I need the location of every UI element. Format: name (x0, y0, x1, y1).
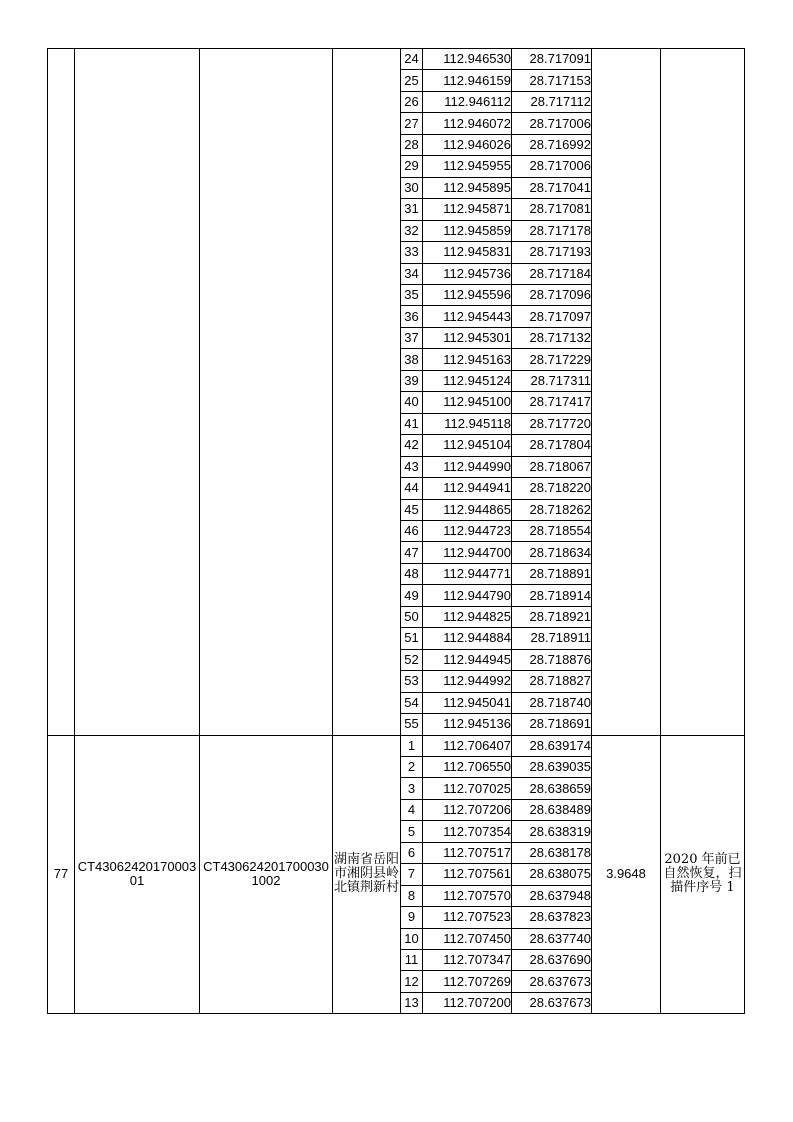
point-index: 49 (401, 585, 423, 606)
point-index: 36 (401, 306, 423, 327)
record-code2: CT430624201700030 1002 (200, 735, 333, 1014)
point-longitude: 112.944700 (423, 542, 512, 563)
point-longitude: 112.946159 (423, 70, 512, 91)
point-latitude: 28.638489 (512, 799, 592, 820)
first-block-seq-cell (48, 49, 75, 736)
point-longitude: 112.946112 (423, 91, 512, 112)
point-latitude: 28.717096 (512, 284, 592, 305)
table-row (48, 735, 745, 756)
point-latitude: 28.637823 (512, 907, 592, 928)
point-index: 31 (401, 199, 423, 220)
point-latitude: 28.637948 (512, 885, 592, 906)
point-latitude: 28.717132 (512, 327, 592, 348)
point-index: 7 (401, 864, 423, 885)
point-longitude: 112.946072 (423, 113, 512, 134)
point-latitude: 28.639174 (512, 735, 592, 756)
point-longitude: 112.944723 (423, 520, 512, 541)
point-longitude: 112.944945 (423, 649, 512, 670)
point-index: 32 (401, 220, 423, 241)
record-code1: CT43062420170003 01 (75, 735, 200, 1014)
point-longitude: 112.944825 (423, 606, 512, 627)
point-latitude: 28.718634 (512, 542, 592, 563)
point-index: 11 (401, 950, 423, 971)
point-index: 43 (401, 456, 423, 477)
point-index: 4 (401, 799, 423, 820)
point-longitude: 112.707450 (423, 928, 512, 949)
point-index: 9 (401, 907, 423, 928)
point-longitude: 112.707206 (423, 799, 512, 820)
point-longitude: 112.707269 (423, 971, 512, 992)
point-index: 8 (401, 885, 423, 906)
point-index: 29 (401, 156, 423, 177)
point-index: 41 (401, 413, 423, 434)
point-latitude: 28.638659 (512, 778, 592, 799)
point-longitude: 112.945100 (423, 392, 512, 413)
point-index: 46 (401, 520, 423, 541)
point-index: 39 (401, 370, 423, 391)
point-latitude: 28.637740 (512, 928, 592, 949)
point-longitude: 112.707200 (423, 992, 512, 1013)
point-longitude: 112.707517 (423, 842, 512, 863)
point-index: 13 (401, 992, 423, 1013)
point-latitude: 28.717091 (512, 49, 592, 70)
point-longitude: 112.945736 (423, 263, 512, 284)
first-block-code2-cell (200, 49, 333, 736)
point-index: 52 (401, 649, 423, 670)
point-longitude: 112.944992 (423, 671, 512, 692)
point-index: 1 (401, 735, 423, 756)
point-latitude: 28.717153 (512, 70, 592, 91)
point-longitude: 112.707561 (423, 864, 512, 885)
first-block-location-cell (333, 49, 401, 736)
point-latitude: 28.637690 (512, 950, 592, 971)
table-body (48, 49, 745, 1014)
point-longitude: 112.707025 (423, 778, 512, 799)
point-index: 33 (401, 242, 423, 263)
record-seq: 77 (48, 735, 75, 1014)
point-latitude: 28.717720 (512, 413, 592, 434)
first-block-area-cell (592, 49, 661, 736)
point-longitude: 112.944790 (423, 585, 512, 606)
point-index: 28 (401, 134, 423, 155)
point-index: 37 (401, 327, 423, 348)
point-latitude: 28.718921 (512, 606, 592, 627)
point-longitude: 112.944990 (423, 456, 512, 477)
point-latitude: 28.718067 (512, 456, 592, 477)
point-index: 3 (401, 778, 423, 799)
point-latitude: 28.717311 (512, 370, 592, 391)
point-longitude: 112.707347 (423, 950, 512, 971)
point-index: 27 (401, 113, 423, 134)
point-index: 51 (401, 628, 423, 649)
point-latitude: 28.718740 (512, 692, 592, 713)
point-index: 47 (401, 542, 423, 563)
point-longitude: 112.944884 (423, 628, 512, 649)
point-longitude: 112.945443 (423, 306, 512, 327)
point-latitude: 28.637673 (512, 992, 592, 1013)
point-longitude: 112.706407 (423, 735, 512, 756)
point-latitude: 28.638178 (512, 842, 592, 863)
point-latitude: 28.717112 (512, 91, 592, 112)
point-longitude: 112.707570 (423, 885, 512, 906)
point-index: 5 (401, 821, 423, 842)
record-location: 湖南省岳阳市湘阴县岭北镇荆新村 (333, 735, 401, 1014)
point-latitude: 28.717229 (512, 349, 592, 370)
point-latitude: 28.638319 (512, 821, 592, 842)
point-longitude: 112.945871 (423, 199, 512, 220)
point-index: 53 (401, 671, 423, 692)
point-longitude: 112.944771 (423, 563, 512, 584)
point-index: 55 (401, 714, 423, 735)
point-latitude: 28.718220 (512, 478, 592, 499)
point-index: 34 (401, 263, 423, 284)
point-index: 26 (401, 91, 423, 112)
point-index: 44 (401, 478, 423, 499)
point-longitude: 112.944865 (423, 499, 512, 520)
point-latitude: 28.717006 (512, 113, 592, 134)
point-latitude: 28.718827 (512, 671, 592, 692)
point-latitude: 28.717081 (512, 199, 592, 220)
table-row (48, 49, 745, 70)
point-index: 48 (401, 563, 423, 584)
point-longitude: 112.945104 (423, 435, 512, 456)
point-latitude: 28.717041 (512, 177, 592, 198)
point-longitude: 112.945136 (423, 714, 512, 735)
first-block-code1-cell (75, 49, 200, 736)
coordinate-table (47, 48, 745, 1014)
point-latitude: 28.717178 (512, 220, 592, 241)
point-longitude: 112.706550 (423, 756, 512, 777)
point-index: 25 (401, 70, 423, 91)
point-index: 10 (401, 928, 423, 949)
point-latitude: 28.718262 (512, 499, 592, 520)
point-longitude: 112.945895 (423, 177, 512, 198)
point-latitude: 28.716992 (512, 134, 592, 155)
point-longitude: 112.944941 (423, 478, 512, 499)
point-latitude: 28.718891 (512, 563, 592, 584)
record-area: 3.9648 (592, 735, 661, 1014)
point-latitude: 28.637673 (512, 971, 592, 992)
point-index: 30 (401, 177, 423, 198)
point-latitude: 28.718914 (512, 585, 592, 606)
point-latitude: 28.718911 (512, 628, 592, 649)
point-latitude: 28.718554 (512, 520, 592, 541)
point-index: 40 (401, 392, 423, 413)
point-longitude: 112.707354 (423, 821, 512, 842)
point-index: 42 (401, 435, 423, 456)
point-index: 54 (401, 692, 423, 713)
point-index: 45 (401, 499, 423, 520)
point-latitude: 28.638075 (512, 864, 592, 885)
point-longitude: 112.946026 (423, 134, 512, 155)
point-longitude: 112.945596 (423, 284, 512, 305)
point-index: 24 (401, 49, 423, 70)
point-index: 2 (401, 756, 423, 777)
point-latitude: 28.717193 (512, 242, 592, 263)
point-longitude: 112.946530 (423, 49, 512, 70)
point-latitude: 28.717006 (512, 156, 592, 177)
point-index: 38 (401, 349, 423, 370)
point-longitude: 112.945124 (423, 370, 512, 391)
point-longitude: 112.945859 (423, 220, 512, 241)
point-index: 35 (401, 284, 423, 305)
point-latitude: 28.718876 (512, 649, 592, 670)
point-longitude: 112.945955 (423, 156, 512, 177)
point-latitude: 28.717804 (512, 435, 592, 456)
point-index: 12 (401, 971, 423, 992)
point-longitude: 112.707523 (423, 907, 512, 928)
point-latitude: 28.639035 (512, 756, 592, 777)
point-longitude: 112.945163 (423, 349, 512, 370)
point-latitude: 28.717417 (512, 392, 592, 413)
point-latitude: 28.717184 (512, 263, 592, 284)
point-latitude: 28.718691 (512, 714, 592, 735)
record-note: 2020 年前已自然恢复，扫描件序号 1 (661, 735, 745, 1014)
point-index: 50 (401, 606, 423, 627)
point-longitude: 112.945118 (423, 413, 512, 434)
point-longitude: 112.945041 (423, 692, 512, 713)
point-longitude: 112.945831 (423, 242, 512, 263)
first-block-note-cell (661, 49, 745, 736)
point-longitude: 112.945301 (423, 327, 512, 348)
point-index: 6 (401, 842, 423, 863)
point-latitude: 28.717097 (512, 306, 592, 327)
